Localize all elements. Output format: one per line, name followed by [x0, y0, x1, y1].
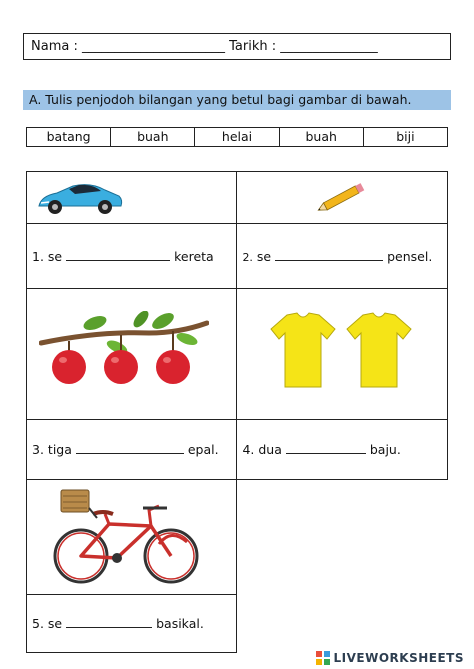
word-bank-item: buah: [280, 128, 364, 146]
question-prefix: se: [47, 248, 63, 264]
section-title: A. Tulis penjodoh bilangan yang betul bagi gambar di bawah.: [23, 90, 451, 110]
name-date-box: [23, 33, 451, 60]
word-bank-item: batang: [27, 128, 111, 146]
shirt-cell: [237, 289, 448, 420]
pencil-cell: [237, 172, 448, 224]
question-noun: basikal.: [156, 616, 204, 631]
answer-blank-3[interactable]: [76, 443, 184, 454]
date-input[interactable]: _______________: [280, 39, 378, 54]
empty-cell: [237, 595, 448, 653]
name-label: Nama :: [31, 39, 78, 54]
question-3: [27, 420, 237, 480]
word-bank: [26, 127, 448, 147]
apple-branch-icon: [39, 311, 209, 391]
empty-cell: [237, 480, 448, 595]
answer-blank-4[interactable]: [286, 443, 366, 454]
word-bank-item: helai: [195, 128, 279, 146]
question-5: [27, 595, 237, 653]
brand-text: LIVEWORKSHEETS: [333, 651, 464, 665]
question-noun: baju.: [369, 442, 401, 457]
liveworksheets-footer: [316, 651, 464, 665]
question-number: 3.: [32, 442, 44, 457]
question-grid: [26, 171, 448, 653]
word-bank-item: biji: [396, 129, 415, 144]
question-prefix: tiga: [47, 442, 72, 457]
question-1: [27, 224, 237, 289]
liveworksheets-logo-icon: [316, 651, 330, 665]
pencil-icon: [313, 182, 373, 212]
bicycle-icon: [47, 488, 207, 588]
question-prefix: dua: [258, 442, 282, 457]
question-number: 5.: [32, 616, 44, 631]
question-noun: pensel.: [387, 248, 433, 264]
apple-cell: [27, 289, 237, 420]
question-noun: kereta: [174, 248, 214, 264]
question-prefix: se: [256, 248, 272, 264]
car-cell: [27, 172, 237, 224]
question-number: 2.: [242, 250, 253, 264]
answer-blank-5[interactable]: [66, 617, 152, 628]
question-4: [237, 420, 448, 480]
question-prefix: se: [47, 616, 63, 631]
question-number: 1.: [32, 248, 44, 264]
answer-blank-2[interactable]: [275, 250, 383, 261]
tshirt-icon: [267, 311, 417, 391]
question-2: [237, 224, 448, 289]
word-bank-item: buah: [111, 128, 195, 146]
question-number: 4.: [242, 442, 255, 457]
date-label: Tarikh :: [229, 39, 277, 54]
name-input[interactable]: ______________________: [81, 39, 225, 54]
question-noun: epal.: [187, 442, 219, 457]
car-icon: [35, 178, 125, 218]
answer-blank-1[interactable]: [66, 250, 170, 261]
bicycle-cell: [27, 480, 237, 595]
